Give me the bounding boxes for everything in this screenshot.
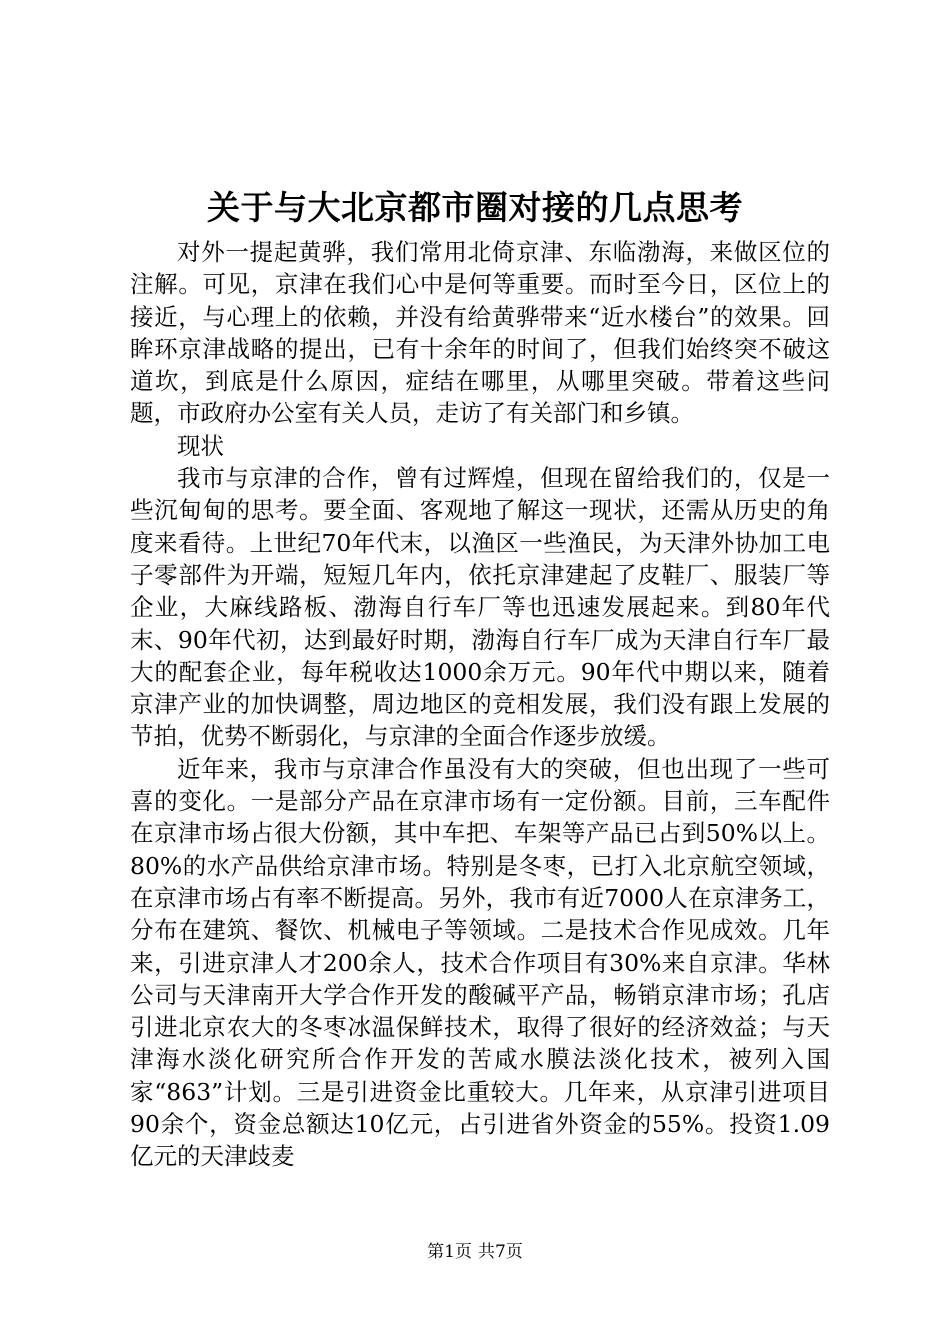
page-total: 共7页 — [478, 1242, 523, 1262]
section-heading-status: 现状 — [177, 431, 224, 460]
document-title: 关于与大北京都市圈对接的几点思考 — [207, 188, 743, 227]
paragraph-recent: 近年来，我市与京津合作虽没有大的突破，但也出现了一些可喜的变化。一是部分产品在京津市场有一定份额。目前，三车配件在京津市场占很大份额，其中车把、车架等产品已占到50%以上。80%的水产品供给京津市场。特别是冬枣，已打入北京航空领域，在京津市场占有率不断提高。另外，我市有近7000人在京津务工，分布在建筑、餐饮、机械电子等领域。二是技术合作见成效。几年来，引进京津人才200余人，技术合作项目有30%来自京津。华林公司与天津南开大学合作开发的酸碱平产品，畅销京津市场；孔店引进北京农大的冬枣冰温保鲜技术，取得了很好的经济效益；与天津海水淡化研究所合作开发的苦咸水膜法淡化技术，被列入国家“863”计划。三是引进资金比重较大。几年来，从京津引进项目90余个，资金总额达10亿元，占引进省外资金的55%。投资1.09亿元的天津歧麦 — [130, 754, 830, 1171]
document-body — [130, 236, 830, 1173]
page-number: 第1页 — [427, 1242, 472, 1262]
paragraph-intro: 对外一提起黄骅，我们常用北倚京津、东临渤海，来做区位的注解。可见，京津在我们心中是何等重要。而时至今日，区位上的接近，与心理上的依赖，并没有给黄骅带来“近水楼台”的效果。回眸环京津战略的提出，已有十余年的时间了，但我们始终突不破这道坎，到底是什么原因，症结在哪里，从哪里突破。带着这些问题，市政府办公室有关人员，走访了有关部门和乡镇。 — [130, 238, 830, 428]
paragraph-history: 我市与京津的合作，曾有过辉煌，但现在留给我们的，仅是一些沉甸甸的思考。要全面、客观地了解这一现状，还需从历史的角度来看待。上世纪70年代末，以渔区一些渔民，为天津外协加工电子零部件为开端，短短几年内，依托京津建起了皮鞋厂、服装厂等企业，大麻线路板、渤海自行车厂等也迅速发展起来。到80年代末、90年代初，达到最好时期，渤海自行车厂成为天津自行车厂最大的配套企业，每年税收达1000余万元。90年代中期以来，随着京津产业的加快调整，周边地区的竞相发展，我们没有跟上发展的节拍，优势不断弱化，与京津的全面合作逐步放缓。 — [130, 464, 830, 751]
page-footer — [0, 1240, 950, 1264]
